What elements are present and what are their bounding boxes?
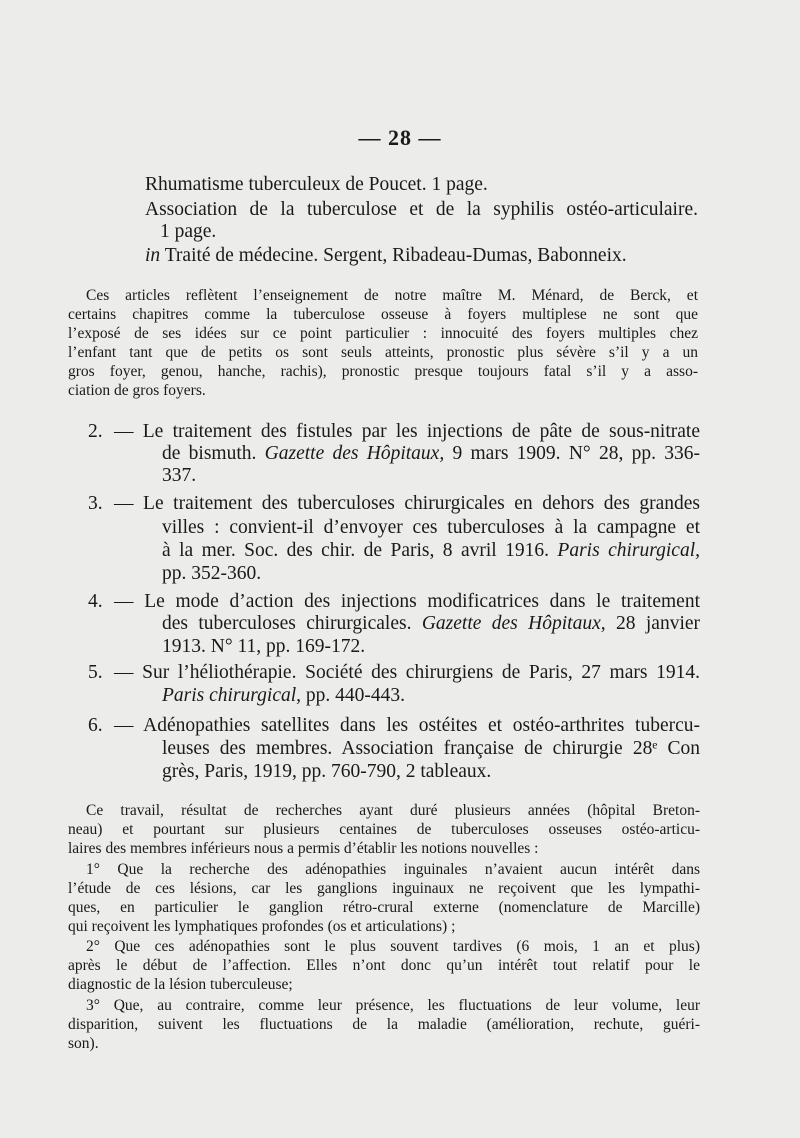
comment-line: l’enfant tant que de petits os sont seuls atteints, pronostic plus sévère s’il y a un [68, 344, 698, 361]
item-line: à la mer. Soc. des chir. de Paris, 8 avril 1916. Paris chirurgical, [162, 540, 700, 561]
comment-line: certains chapitres comme la tuberculose osseuse à foyers multiplese ne sont que [68, 306, 698, 323]
comment-line: Ces articles reflètent l’enseignement de notre maître M. Ménard, de Berck, et [86, 287, 698, 304]
item-line: — Sur l’héliothérapie. Société des chirurgiens de Paris, 27 mars 1914. [114, 662, 700, 683]
comment-line: 2° Que ces adénopathies sont le plus souvent tardives (6 mois, 1 an et plus) [86, 938, 700, 955]
comment-line: laires des membres inférieurs nous a permis d’établir les notions nouvelles : [68, 840, 539, 857]
item-line: des tuberculoses chirurgicales. Gazette des Hôpitaux, 28 janvier [162, 613, 701, 634]
comment-line: ques, en particulier le ganglion rétro-crural externe (nomenclature de Marcille) [68, 899, 700, 916]
comment-line: gros foyer, genou, hanche, rachis), pronostic presque toujours fatal s’il y a asso- [68, 363, 698, 380]
comment-line: son). [68, 1035, 99, 1052]
comment-line: Ce travail, résultat de recherches ayant duré plusieurs années (hôpital Breton- [86, 802, 700, 819]
item-line: 337. [162, 465, 197, 486]
comment-line: 3° Que, au contraire, comme leur présence, les fluctuations de leur volume, leur [86, 997, 700, 1014]
comment-line: après le début de l’affection. Elles n’ont donc qu’un intérêt tout relatif pour le [68, 957, 700, 974]
item-number: 2. [88, 421, 103, 442]
comment-line: neau) et pourtant sur plusieurs centaines de tuberculoses osseuses ostéo-articu- [68, 821, 700, 838]
comment-line: l’exposé de ses idées sur ce point particulier : innocuité des foyers multiples chez [68, 325, 698, 342]
item-line: Paris chirurgical, pp. 440-443. [162, 685, 406, 706]
ref-line: 1 page. [160, 221, 217, 242]
item-line: villes : convient-il d’envoyer ces tuberculoses à la campagne et [162, 517, 700, 538]
ref-line: Rhumatisme tuberculeux de Poucet. 1 page. [145, 174, 488, 195]
item-line: — Adénopathies satellites dans les ostéites et ostéo-arthrites tubercu- [114, 715, 700, 736]
item-number: 6. [88, 715, 103, 736]
item-line: — Le mode d’action des injections modificatrices dans le traitement [114, 591, 700, 612]
page-number: — 28 — [358, 125, 442, 150]
ref-text: Traité de médecine. Sergent, Ribadeau-Dumas, Babonneix. [160, 245, 627, 266]
item-line: pp. 352-360. [162, 563, 262, 584]
item-line: — Le traitement des fistules par les injections de pâte de sous-nitrate [114, 421, 700, 442]
ref-italic: in [145, 245, 161, 266]
item-line: 1913. N° 11, pp. 169-172. [162, 636, 366, 657]
comment-line: qui reçoivent les lymphatiques profondes (os et articulations) ; [68, 918, 456, 935]
comment-line: 1° Que la recherche des adénopathies inguinales n’avaient aucun intérêt dans [86, 861, 700, 878]
item-number: 3. [88, 493, 103, 514]
comment-line: disparition, suivent les fluctuations de la maladie (amélioration, rechute, guéri- [68, 1016, 700, 1033]
comment-line: l’étude de ces lésions, car les ganglions inguinaux ne reçoivent que les lympathi- [68, 880, 700, 897]
comment-line: ciation de gros foyers. [68, 382, 206, 399]
comment-line: diagnostic de la lésion tuberculeuse; [68, 976, 293, 993]
item-line: de bismuth. Gazette des Hôpitaux, 9 mars 1909. N° 28, pp. 336- [162, 443, 701, 464]
item-line: — Le traitement des tuberculoses chirurgicales en dehors des grandes [114, 493, 700, 514]
item-number: 4. [88, 591, 103, 612]
item-line: grès, Paris, 1919, pp. 760-790, 2 tableaux. [162, 761, 492, 782]
ref-line: Association de la tuberculose et de la syphilis ostéo-articulaire. [145, 199, 698, 220]
item-number: 5. [88, 662, 103, 683]
item-line: leuses des membres. Association française de chirurgie 28ᵉ Con [162, 738, 700, 759]
ref-line [145, 245, 627, 267]
